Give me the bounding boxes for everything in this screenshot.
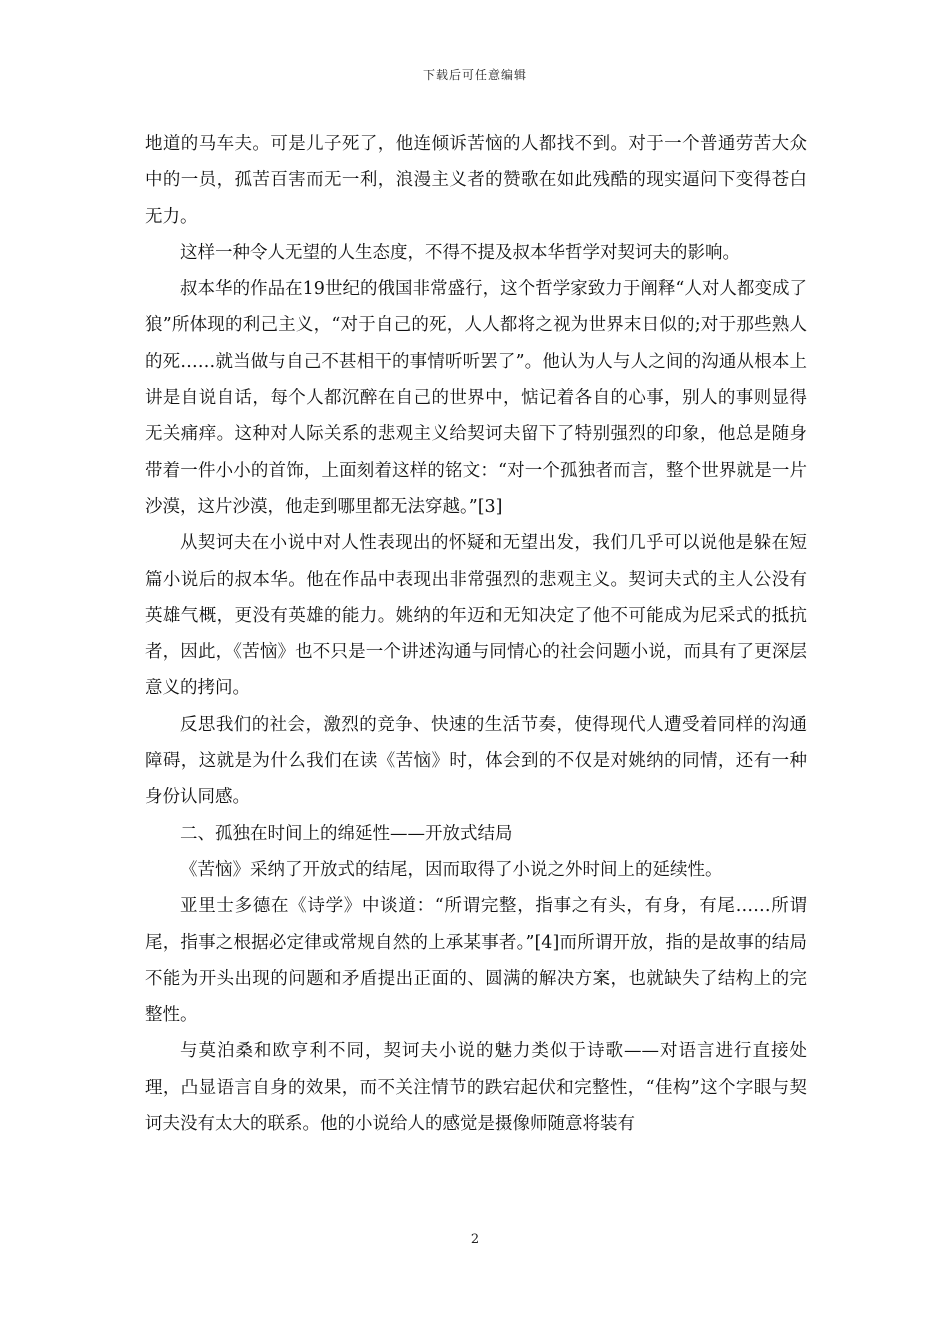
paragraph: 叔本华的作品在19世纪的俄国非常盛行，这个哲学家致力于阐释“人对人都变成了狼”所体现的利己主义，“对于自己的死，人人都将之视为世界末日似的;对于那些熟人的死……就当做与自己不甚相干的事情听听罢了”。他认为人与人之间的沟通从根本上讲是自说自话，每个人都沉醉在自己的世界中，惦记着各自的心事，别人的事则显得无关痛痒。这种对人际关系的悲观主义给契诃夫留下了特别强烈的印象，他总是随身带着一件小小的首饰，上面刻着这样的铭文：“对一个孤独者而言，整个世界就是一片沙漠，这片沙漠，他走到哪里都无法穿越。”[3] [145, 279, 807, 517]
paragraph: 这样一种令人无望的人生态度，不得不提及叔本华哲学对契诃夫的影响。 [180, 242, 740, 263]
paragraph: 《苦恼》采纳了开放式的结尾，因而取得了小说之外时间上的延续性。 [180, 859, 723, 880]
paragraph-continued: 地道的马车夫。可是儿子死了，他连倾诉苦恼的人都找不到。对于一个普通劳苦大众中的一员，孤苦百害而无一利，浪漫主义者的赞歌在如此残酷的现实逼问下变得苍白无力。 [145, 134, 807, 227]
document-body [145, 126, 807, 1142]
paragraph: 从契诃夫在小说中对人性表现出的怀疑和无望出发，我们几乎可以说他是躲在短篇小说后的叔本华。他在作品中表现出非常强烈的悲观主义。契诃夫式的主人公没有英雄气概，更没有英雄的能力。姚纳的年迈和无知决定了他不可能成为尼采式的抵抗者，因此，《苦恼》也不只是一个讲述沟通与同情心的社会问题小说，而具有了更深层意义的拷问。 [145, 533, 807, 699]
page-number: 2 [470, 1232, 480, 1247]
section-heading: 二、孤独在时间上的绵延性——开放式结局 [180, 823, 513, 844]
paragraph: 与莫泊桑和欧亨利不同，契诃夫小说的魅力类似于诗歌——对语言进行直接处理，凸显语言自身的效果，而不关注情节的跌宕起伏和完整性，“佳构”这个字眼与契诃夫没有太大的联系。他的小说给人的感觉是摄像师随意将装有 [145, 1041, 807, 1135]
paragraph: 亚里士多德在《诗学》中谈道：“所谓完整，指事之有头，有身，有尾……所谓尾，指事之根据必定律或常规自然的上承某事者。”[4]而所谓开放，指的是故事的结局不能为开头出现的问题和矛盾提出正面的、圆满的解决方案，也就缺失了结构上的完整性。 [145, 896, 807, 1026]
page-header: 下载后可任意编辑 [422, 68, 527, 82]
paragraph: 反思我们的社会，激烈的竞争、快速的生活节奏，使得现代人遭受着同样的沟通障碍，这就是为什么我们在读《苦恼》时，体会到的不仅是对姚纳的同情，还有一种身份认同感。 [145, 714, 807, 808]
